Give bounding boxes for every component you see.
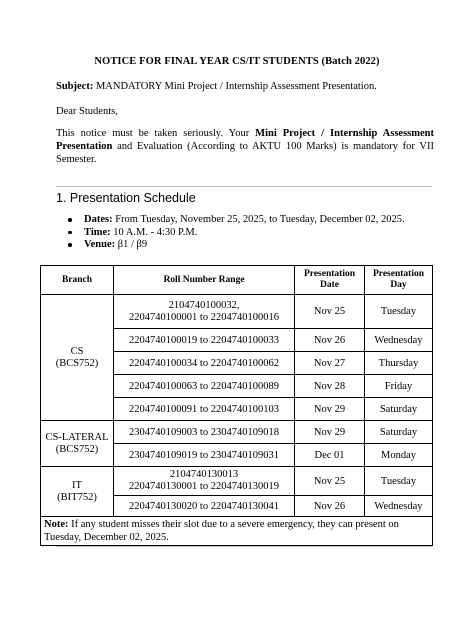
day-cell: Friday xyxy=(365,375,433,398)
detail-label: Venue: xyxy=(84,239,116,250)
roll-line: 2204740100001 to 2204740100016 xyxy=(129,311,279,323)
header-day-line1: Presentation xyxy=(372,269,424,279)
roll-range-cell: 2204740100034 to 2204740100062 xyxy=(114,352,295,375)
schedule-details xyxy=(56,214,405,252)
day-cell: Saturday xyxy=(365,398,433,421)
subject-label: Subject: xyxy=(56,81,94,92)
table-row xyxy=(41,467,433,496)
bullet-icon xyxy=(68,218,72,222)
roll-range-cell: 2204740100019 to 2204740100033 xyxy=(114,329,295,352)
branch-name: IT xyxy=(72,479,82,491)
branch-code: (BCS752) xyxy=(55,357,99,369)
day-cell: Saturday xyxy=(365,421,433,444)
detail-time xyxy=(56,227,405,240)
detail-value: From Tuesday, November 25, 2025, to Tuesday, December 02, 2025. xyxy=(115,214,405,225)
header-presentation-day xyxy=(365,266,433,295)
body-text-bold: Mini Project / Internship Assessment Presentation xyxy=(56,128,435,152)
table-row xyxy=(41,295,433,329)
body-paragraph xyxy=(56,127,434,166)
date-cell: Nov 25 xyxy=(295,467,365,496)
note-label: Note: xyxy=(44,519,69,530)
branch-code: (BCS752) xyxy=(55,443,99,455)
note-text: If any student misses their slot due to a severe emergency, they can present on Tuesday, December 02, 2025. xyxy=(44,519,399,543)
date-cell: Nov 26 xyxy=(295,496,365,517)
detail-label: Time: xyxy=(84,226,111,238)
section-heading: 1. Presentation Schedule xyxy=(56,191,196,205)
header-presentation-date xyxy=(295,266,365,295)
branch-cell xyxy=(41,295,114,421)
day-cell: Monday xyxy=(365,444,433,467)
bullet-icon xyxy=(68,243,72,247)
branch-code: (BIT752) xyxy=(57,491,97,503)
branch-cell xyxy=(41,467,114,517)
subject-text: MANDATORY Mini Project / Internship Assessment Presentation. xyxy=(95,81,377,92)
detail-value: 10 A.M. - 4:30 P.M. xyxy=(113,226,198,238)
date-cell: Nov 29 xyxy=(295,421,365,444)
header-branch: Branch xyxy=(41,266,114,295)
roll-range-cell: 2204740100063 to 2204740100089 xyxy=(114,375,295,398)
date-cell: Nov 26 xyxy=(295,329,365,352)
divider-bottom xyxy=(56,546,432,547)
roll-line: 2104740100032, xyxy=(168,299,240,311)
day-cell: Thursday xyxy=(365,352,433,375)
roll-line: 2104740130013 xyxy=(169,469,239,480)
body-text-pre: This notice must be taken seriously. Your xyxy=(56,128,256,139)
roll-range-cell xyxy=(114,295,295,329)
subject-line xyxy=(56,80,434,93)
header-date-line1: Presentation xyxy=(303,269,355,279)
divider-top xyxy=(56,186,432,187)
branch-name: CS-LATERAL xyxy=(45,431,109,443)
roll-range-cell: 2204740130020 to 2204740130041 xyxy=(114,496,295,517)
branch-name: CS xyxy=(70,345,84,357)
body-text-post: and Evaluation (According to AKTU 100 Marks) is mandatory for VII Semester. xyxy=(56,141,434,165)
header-date-line2: Date xyxy=(320,280,339,290)
greeting: Dear Students, xyxy=(56,106,118,117)
day-cell: Tuesday xyxy=(365,467,433,496)
schedule-table xyxy=(40,265,433,546)
date-cell: Nov 29 xyxy=(295,398,365,421)
date-cell: Dec 01 xyxy=(295,444,365,467)
note-row xyxy=(41,517,433,546)
roll-line: 2204740130001 to 2204740130019 xyxy=(129,481,279,492)
day-cell: Wednesday xyxy=(365,329,433,352)
notice-title: NOTICE FOR FINAL YEAR CS/IT STUDENTS (Batch 2022) xyxy=(94,56,380,67)
day-cell: Tuesday xyxy=(365,295,433,329)
table-row xyxy=(41,421,433,444)
header-roll-range: Roll Number Range xyxy=(114,266,295,295)
note-cell xyxy=(41,517,433,546)
roll-range-cell xyxy=(114,467,295,496)
detail-label: Dates: xyxy=(84,214,113,225)
roll-range-cell: 2204740100091 to 2204740100103 xyxy=(114,398,295,421)
branch-cell xyxy=(41,421,114,467)
date-cell: Nov 28 xyxy=(295,375,365,398)
date-cell: Nov 27 xyxy=(295,352,365,375)
table-header-row xyxy=(41,266,433,295)
detail-dates xyxy=(56,214,405,227)
roll-range-cell: 2304740109019 to 2304740109031 xyxy=(114,444,295,467)
detail-value: β1 / β9 xyxy=(117,239,148,250)
detail-venue xyxy=(56,239,405,252)
header-day-line2: Day xyxy=(390,280,407,290)
roll-range-cell: 2304740109003 to 2304740109018 xyxy=(114,421,295,444)
day-cell: Wednesday xyxy=(365,496,433,517)
date-cell: Nov 25 xyxy=(295,295,365,329)
bullet-icon xyxy=(68,231,72,235)
